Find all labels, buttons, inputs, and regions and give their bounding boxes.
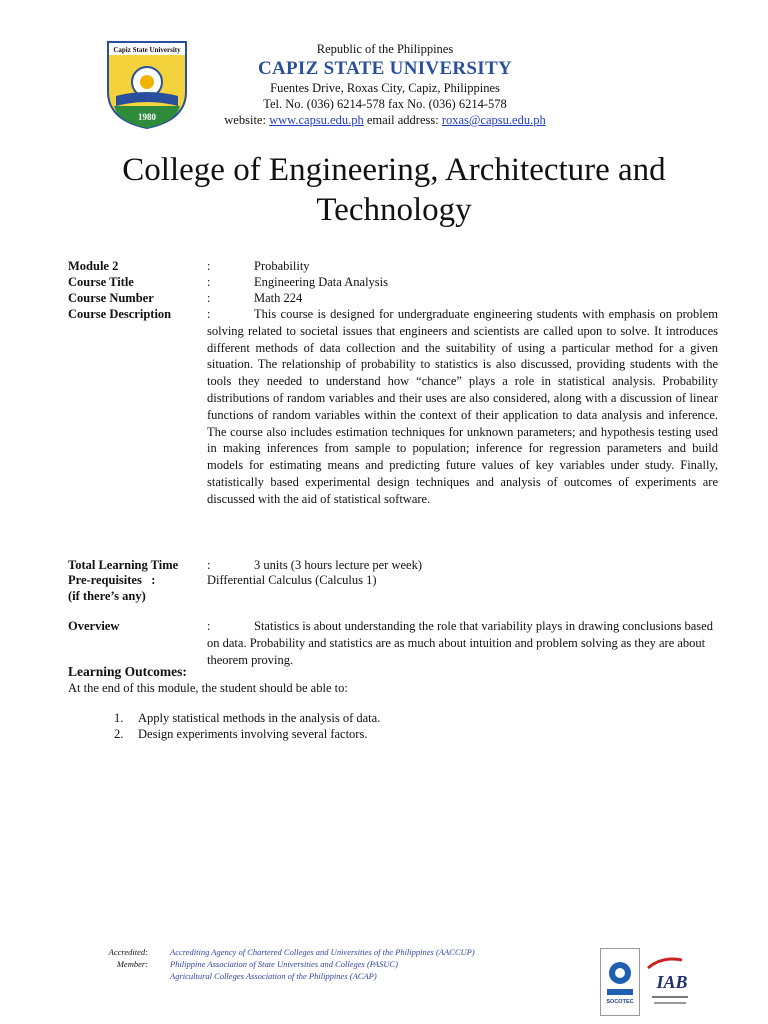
- course-description-text: This course is designed for undergraduate engineering students with emphasis on problem solving related to societal issues that engineers and scientists are called upon to solve. It introduces different methods of data collection and the suitability of using a particular method for a given situation. The relationship of probability to statistics is also discussed, providing students with the tools they needed to understand how “chance” plays a role in statistical analysis. Probability distributions of random variables and their uses are also considered, along with a discussion of linear functions of random variables within the context of their application to data analysis and inference. The course also includes estimation techniques for unknown parameters; and hypothesis testing used in making inferences from sample to population; inference for regression parameters and build models for estimating means and predicting future values of key variables under study. Finally, statistically based experimental design techniques and analysis of outcomes of experiments are discussed with the aid of statistical software.: [207, 307, 718, 506]
- overview-label: Overview: [68, 619, 120, 633]
- list-item-text: Design experiments involving several factors.: [138, 727, 368, 741]
- course-title-label: Course Title: [68, 275, 134, 289]
- website-link[interactable]: www.capsu.edu.ph: [269, 113, 364, 127]
- prereq-value: Differential Calculus (Calculus 1): [207, 573, 377, 587]
- course-number-value: Math 224: [254, 291, 303, 305]
- course-title-colon: :: [207, 275, 211, 289]
- accredited-value: Accrediting Agency of Chartered Colleges and Universities of the Philippines (AACCUP): [170, 947, 475, 957]
- list-item-number: 1.: [114, 711, 124, 725]
- email-label: email address:: [363, 113, 442, 127]
- member-value-pasuc: Philippine Association of State Universities and Colleges (PASUC): [170, 959, 398, 969]
- iab-badge-icon: [642, 950, 698, 1014]
- module-value: Probability: [254, 259, 310, 273]
- tel-line: Tel. No. (036) 6214-578 fax No. (036) 6214-578: [263, 97, 507, 111]
- prereq-label: Pre-requisites :: [68, 573, 156, 587]
- prereq-sub-label: (if there’s any): [68, 589, 146, 603]
- member-value-acap: Agricultural Colleges Association of the Philippines (ACAP): [170, 971, 377, 981]
- course-number-colon: :: [207, 291, 211, 305]
- course-description-label: Course Description: [68, 307, 172, 321]
- iab-text: IAB: [656, 972, 688, 992]
- course-title-value: Engineering Data Analysis: [254, 275, 388, 289]
- list-item: [114, 711, 380, 726]
- email-link[interactable]: roxas@capsu.edu.ph: [441, 113, 546, 127]
- course-description-colon: :: [207, 307, 211, 321]
- college-title: College of Engineering, Architecture and Technology: [122, 152, 666, 228]
- member-label: Member:: [116, 959, 148, 969]
- learning-time-value: 3 units (3 hours lecture per week): [254, 558, 422, 572]
- overview-colon: :: [207, 619, 211, 633]
- course-number-label: Course Number: [68, 291, 154, 305]
- learning-outcomes-intro: At the end of this module, the student should be able to:: [68, 681, 348, 695]
- module-label: Module 2: [68, 259, 119, 273]
- learning-time-colon: :: [207, 558, 211, 572]
- list-item: [114, 727, 367, 742]
- socotec-text: SOCOTEC: [606, 999, 634, 1005]
- socotec-badge-icon: [600, 948, 640, 1016]
- list-item-number: 2.: [114, 727, 124, 741]
- web-line: [190, 113, 580, 128]
- university-name: CAPIZ STATE UNIVERSITY: [257, 58, 512, 79]
- learning-outcomes-heading: Learning Outcomes:: [68, 664, 187, 679]
- accredited-label: Accredited:: [108, 947, 148, 957]
- learning-time-label: Total Learning Time: [68, 558, 179, 572]
- logo-text: Capiz State University: [113, 46, 181, 54]
- module-colon: :: [207, 259, 211, 273]
- list-item-text: Apply statistical methods in the analysis of data.: [138, 711, 381, 725]
- address-line: Fuentes Drive, Roxas City, Capiz, Philippines: [270, 81, 500, 95]
- website-label: website:: [224, 113, 270, 127]
- overview-text: Statistics is about understanding the role that variability plays in drawing conclusions based on data. Probability and statistics are as much about intuition and problem solving as they are about theorem proving.: [207, 619, 713, 667]
- university-logo: [106, 40, 188, 130]
- republic-line: Republic of the Philippines: [316, 42, 454, 56]
- logo-year: 1980: [138, 112, 156, 122]
